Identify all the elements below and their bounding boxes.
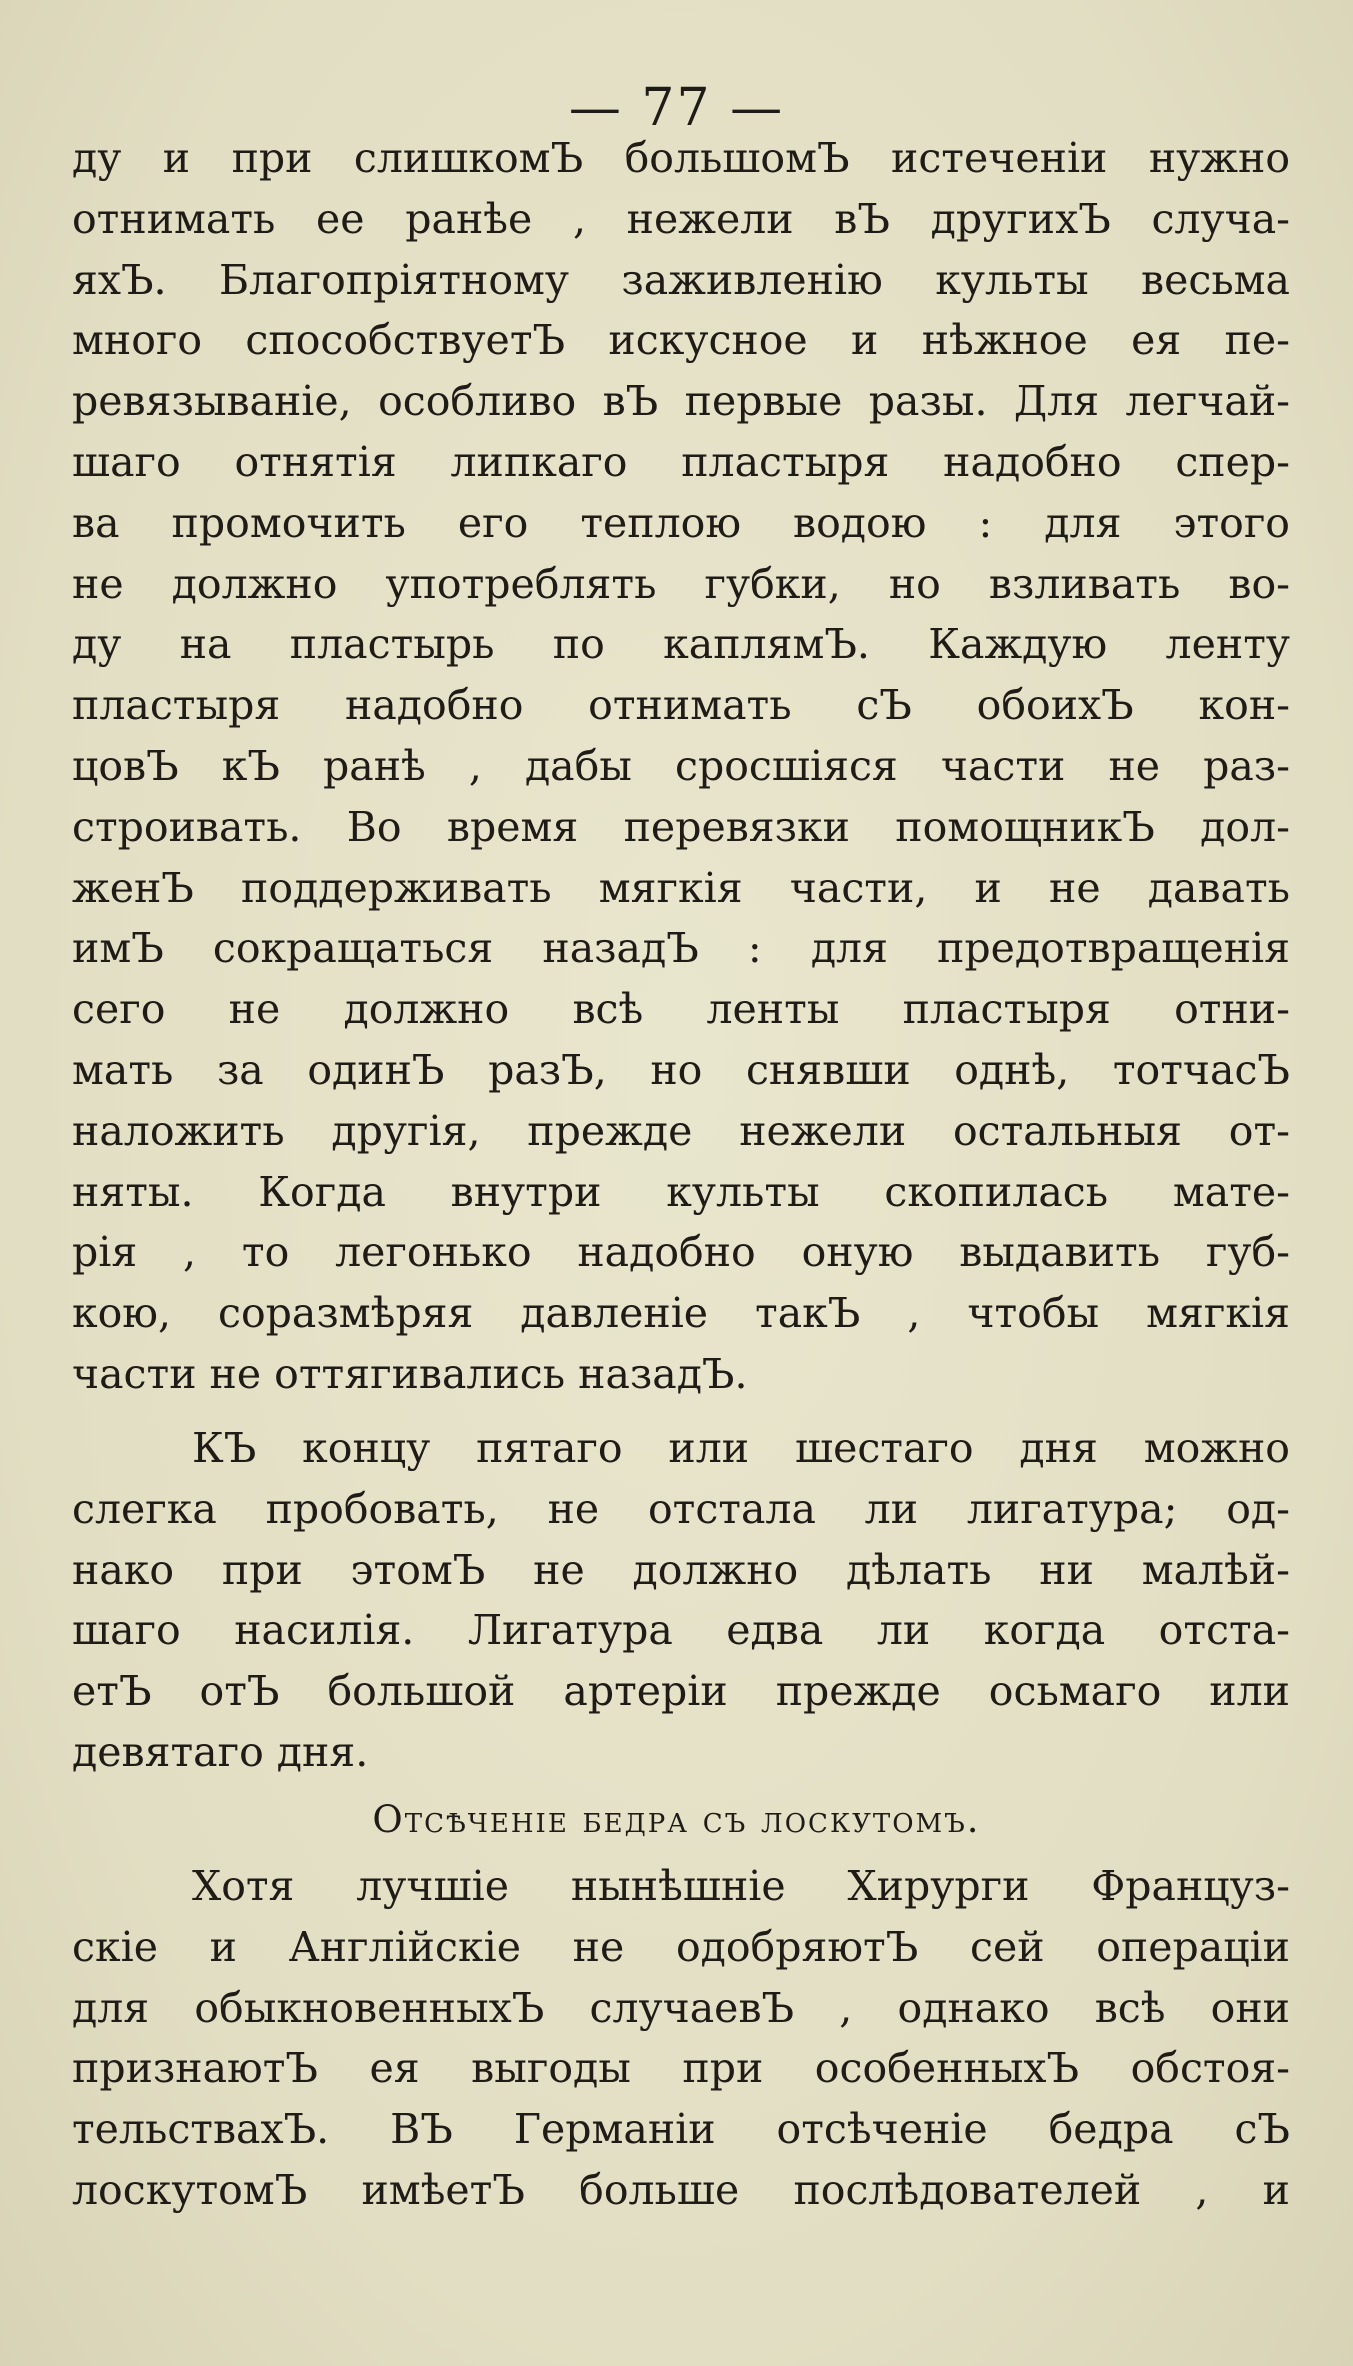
text-line: много способствуетЪ искусное и нѣжное ея пе- [72, 316, 1290, 365]
text-line: части не оттягивались назадЪ. [72, 1349, 748, 1398]
section-heading: Отсѣченіе бедра съ лоскутомъ. [372, 1798, 981, 1841]
text-line: шаго насилія. Лигатура едва ли когда отста- [72, 1606, 1290, 1655]
text-line: не должно употреблять губки, но взливать во- [72, 559, 1290, 608]
text-line: слегка пробовать, не отстала ли лигатура; од- [72, 1484, 1290, 1533]
text-line: ду на пластырь по каплямЪ. Каждую ленту [72, 620, 1290, 669]
paragraph-3 [72, 1856, 1290, 2221]
text-line: признаютЪ ея выгоды при особенныхЪ обстоя- [72, 2044, 1290, 2093]
text-line: ревязываніе, особливо вЪ первые разы. Для легчай- [72, 377, 1290, 426]
text-line: КЪ концу пятаго или шестаго дня можно [192, 1424, 1290, 1472]
page-number: — 77 — [568, 78, 785, 138]
text-line: мать за одинЪ разЪ, но снявши однѣ, тотчасЪ [72, 1045, 1290, 1094]
text-line: строивать. Во время перевязки помощникЪ дол- [72, 802, 1290, 851]
text-line: рія , то легонько надобно оную выдавить губ- [72, 1228, 1290, 1277]
text-line: Хотя лучшіе нынѣшніе Хирурги Француз- [192, 1862, 1290, 1910]
text-line: етЪ отЪ большой артеріи прежде осьмаго или [72, 1667, 1290, 1716]
text-line: яхЪ. Благопріятному заживленію культы весьма [72, 255, 1290, 304]
text-line: имЪ сокращаться назадЪ : для предотвращенія [72, 924, 1290, 973]
text-line: для обыкновенныхЪ случаевЪ , однако всѣ они [72, 1983, 1290, 2032]
text-line: ду и при слишкомЪ большомЪ истеченіи нужно [72, 134, 1290, 182]
text-line: отнимать ее ранѣе , нежели вЪ другихЪ случа- [72, 194, 1290, 243]
paragraph-2 [72, 1418, 1290, 1783]
text-line: пластыря надобно отнимать сЪ обоихЪ кон- [72, 681, 1290, 730]
paragraph-1 [72, 128, 1290, 1405]
text-line: кою, соразмѣряя давленіе такЪ , чтобы мягкія [72, 1289, 1290, 1338]
text-line: скіе и Англійскіе не одобряютЪ сей операціи [72, 1922, 1290, 1971]
text-line: няты. Когда внутри культы скопилась мате- [72, 1167, 1290, 1216]
text-line: женЪ поддерживать мягкія части, и не давать [72, 863, 1290, 912]
text-line: нако при этомЪ не должно дѣлать ни малѣй- [72, 1545, 1290, 1594]
text-line: шаго отнятія липкаго пластыря надобно спер- [72, 437, 1290, 486]
text-line: тельствахЪ. ВЪ Германіи отсѣченіе бедра сЪ [72, 2105, 1290, 2154]
text-line: лоскутомЪ имѣетЪ больше послѣдователей , и [72, 2165, 1290, 2214]
text-line: сего не должно всѣ ленты пластыря отни- [72, 985, 1290, 1034]
text-line: наложить другія, прежде нежели остальныя от- [72, 1106, 1290, 1155]
text-line: девятаго дня. [72, 1727, 369, 1776]
text-line: ва промочить его теплою водою : для этого [72, 498, 1290, 547]
text-line: цовЪ кЪ ранѣ , дабы сросшіяся части не раз- [72, 741, 1290, 790]
